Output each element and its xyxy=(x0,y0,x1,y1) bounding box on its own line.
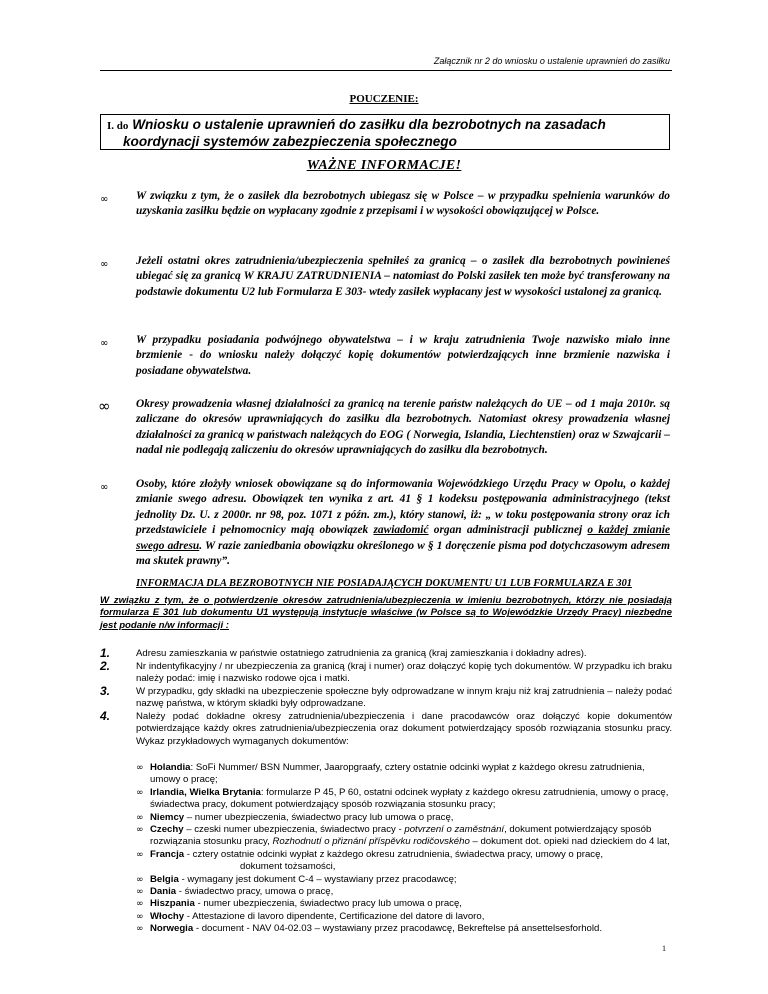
bullet-paragraph-4: Okresy prowadzenia własnej działalności za granicą na terenie państw należących do UE – od 1 maja 2010r. są zaliczane do okresów uprawniających do zasiłku dla bezrobotnych. Natomiast okresy prowadzenia własnej działalności za granicą w państwach należących do EOG ( Norwegia, Islandia, Liechtenstien) oraz w Szwajcarii – nadal nie podlegają zaliczeniu do okresów uprawniających do zasiłku dla bezrobotnych. xyxy=(136,398,670,457)
infinity-bullet-icon: ∞ xyxy=(136,787,144,798)
numbered-item-2: Nr indentyfikacyjny / nr ubezpieczenia za granicą (kraj i numer) oraz dołączyć kopię tych dokumentów. W przypadku ich braku należy podać: imię i nazwisko rodowe ojca i matki. xyxy=(136,661,672,685)
infinity-bullet-icon: ∞ xyxy=(136,924,144,935)
numbered-item-1: Adresu zamieszkania w państwie ostatniego zatrudnienia za granicą (kraj zamieszkania i dokładny adres). xyxy=(136,648,587,659)
country-name: Hiszpania xyxy=(150,898,195,910)
country-docs: : formularze P 45, P 60, ostatni odcinek wypłaty z każdego okresu zatrudnienia, umowy o pracę, świadectwa pracy, dokument potwierdzający sposób rozwiązania stosunku pracy; xyxy=(150,786,669,811)
attachment-note: Załącznik nr 2 do wniosku o ustalenie uprawnień do zasiłku xyxy=(433,56,670,66)
list-number: 2. xyxy=(100,659,111,673)
infinity-bullet-icon: ∞ xyxy=(98,397,111,415)
infinity-bullet-icon: ∞ xyxy=(136,825,144,836)
numbered-item-4: Należy podać dokładne okresy zatrudnienia/ubezpieczenia i dane pracodawców oraz dołączyć kopie dokumentów potwierdzające każdy okres zatrudnienia/ubezpieczenia oraz dokument potwierdzający sposób rozwiązania stosunku pracy. Wykaz przykładowych wymaganych dokumentów: xyxy=(136,711,672,747)
list-item xyxy=(136,874,672,886)
list-item xyxy=(136,849,672,874)
country-docs-continued: dokument tożsamości, xyxy=(240,861,336,873)
country-name: Niemcy xyxy=(150,811,185,823)
infinity-bullet-icon: ∞ xyxy=(100,259,109,270)
infinity-bullet-icon: ∞ xyxy=(136,849,144,860)
country-docs: – dokument dot. opieki nad dzieckiem do 4 lat, xyxy=(469,836,670,848)
title-line-1: Wniosku o ustalenie uprawnień do zasiłku dla bezrobotnych na zasadach xyxy=(132,117,606,132)
country-name: Irlandia, Wielka Brytania xyxy=(150,786,261,798)
section-2-heading: INFORMACJA DLA BEZROBOTNYCH NIE POSIADAJĄCYCH DOKUMENTU U1 LUB FORMULARZA E 301 xyxy=(136,578,632,589)
page-number: 1 xyxy=(662,944,666,953)
infinity-bullet-icon: ∞ xyxy=(136,887,144,898)
country-docs: - document - NAV 04-02.03 – wystawiany przez pracodawcę, Bekreftelse pá ansettelsesforhold. xyxy=(193,923,603,935)
country-name: Dania xyxy=(150,886,177,898)
infinity-bullet-icon: ∞ xyxy=(136,812,144,823)
list-item xyxy=(136,812,672,824)
list-item xyxy=(136,923,672,935)
infinity-bullet-icon: ∞ xyxy=(100,482,109,493)
infinity-bullet-icon: ∞ xyxy=(136,911,144,922)
list-item xyxy=(136,824,672,849)
country-name: Czechy xyxy=(150,824,184,836)
bullet-paragraph-5 xyxy=(136,477,670,569)
list-item xyxy=(136,898,672,910)
bullet-paragraph-2: Jeżeli ostatni okres zatrudnienia/ubezpieczenia spełniłeś za granicą – o zasiłek dla bezrobotnych powinieneś ubiegać się za granicą W KRAJU ZATRUDNIENIA – natomiast do Polski zasiłek ten może być transferowany na podstawie dokumentu U2 lub Formularza E 303- wtedy zasiłek wypłacany jest w wysokości ustalonej za granicą. xyxy=(136,255,670,298)
country-name: Belgia xyxy=(150,873,179,885)
list-item xyxy=(136,787,672,812)
country-name: Norwegia xyxy=(150,923,194,935)
bullet5-text-2: organ administracji publicznej xyxy=(428,524,588,537)
infinity-bullet-icon: ∞ xyxy=(136,899,144,910)
title-prefix: I. do xyxy=(107,120,129,132)
country-docs: , dokument potwierdzający sposób rozwiązania stosunku pracy, xyxy=(150,824,652,848)
country-docs: – czeski numer ubezpieczenia, świadectwo pracy - xyxy=(183,824,405,836)
bullet-paragraph-3: W przypadku posiadania podwójnego obywatelstwa – i w kraju zatrudnienia Twoje nazwisko miało inne brzmienie - do wniosku należy dołączyć kopię dokumentów potwierdzających inne brzmienie nazwiska i posiadane obywatelstwa. xyxy=(136,334,670,377)
country-name: Holandia xyxy=(150,762,191,773)
country-docs: - cztery ostatnie odcinki wypłat z każdego okresu zatrudnienia, świadectwa pracy, umowy o pracę, xyxy=(184,848,604,860)
bullet5-underlined-2: o każdej zmianie swego adresu xyxy=(136,524,670,552)
country-name: Francja xyxy=(150,848,185,860)
numbered-item-3: W przypadku, gdy składki na ubezpieczenie społeczne były odprowadzane w innym kraju niż kraj zatrudnienia – należy podać nazwę państwa, w którym składki były odprowadzane. xyxy=(136,686,672,710)
country-name: Włochy xyxy=(150,910,185,922)
country-docs: – numer ubezpieczenia, świadectwo pracy lub umowa o pracę, xyxy=(184,811,454,823)
bullet-paragraph-1: W związku z tym, że o zasiłek dla bezrobotnych ubiegasz się w Polsce – w przypadku spełnienia warunków do uzyskania zasiłku będzie on wypłacany zgodnie z przepisami i w wysokości obowiązującej w Polsce. xyxy=(136,190,670,218)
list-item xyxy=(136,911,672,923)
list-number: 3. xyxy=(100,684,111,698)
country-docs: : SoFi Nummer/ BSN Nummer, Jaaropgraafy, cztery ostatnie odcinki wypłat z każdego okresu zatrudnienia, umowy o pracę; xyxy=(150,762,645,786)
bullet5-underlined-1: zawiadomić xyxy=(373,524,429,537)
important-heading: WAŻNE INFORMACJE! xyxy=(306,158,462,173)
country-docs: - wymagany jest dokument C-4 – wystawiany przez pracodawcę; xyxy=(178,873,457,885)
pouczenie-heading: POUCZENIE: xyxy=(349,93,419,105)
country-docs-italic: Rozhodnutí o přiznání příspěvku rodičovského xyxy=(272,836,470,848)
infinity-bullet-icon: ∞ xyxy=(136,874,144,885)
list-item xyxy=(136,886,672,898)
country-document-list xyxy=(136,762,672,936)
header-rule xyxy=(100,70,672,71)
section-2-subheading: W związku z tym, że o potwierdzenie okresów zatrudnienia/ubezpieczenia w imieniu bezrobotnych, którzy nie posiadają formularza E 301 lub dokumentu U1 występują instytucje właściwe (w Polsce są to Wojewódzkie Urzędy Pracy) niezbędne jest podanie n/w informacji : xyxy=(100,595,672,631)
title-box xyxy=(100,114,670,150)
list-number: 1. xyxy=(100,646,111,660)
country-docs: - świadectwo pracy, umowa o pracę, xyxy=(176,886,334,898)
infinity-bullet-icon: ∞ xyxy=(100,338,109,349)
list-number: 4. xyxy=(100,709,111,723)
title-line-2: koordynacji systemów zabezpieczenia społecznego xyxy=(123,134,457,149)
infinity-bullet-icon: ∞ xyxy=(100,194,109,205)
country-docs-italic: potvrzení o zaměstnání xyxy=(404,824,505,836)
bullet5-text-3: . W razie zaniedbania obowiązku określonego w § 1 doręczenie pisma pod dotychczasowym adresem ma skutek prawny”. xyxy=(136,539,670,568)
list-item xyxy=(136,762,672,787)
bullet5-text-1: Osoby, które złożyły wniosek obowiązane są do informowania Wojewódzkiego Urzędu Pracy w Opolu, o każdej zmianie swego adresu. Obowiązek ten wynika z art. 41 § 1 kodeksu postępowania administracyjnego (tekst jednolity Dz. U. z 2000r. nr 98, poz. 1071 z późn. zm.), który stanowi, iż: „ w toku postępowania strony oraz ich przedstawiciele i pełnomocnicy mają obowiązek xyxy=(136,478,670,537)
country-docs: - Attestazione di lavoro dipendente, Certificazione del datore di lavoro, xyxy=(184,910,485,922)
infinity-bullet-icon: ∞ xyxy=(136,763,144,773)
country-docs: - numer ubezpieczenia, świadectwo pracy lub umowa o pracę, xyxy=(194,898,462,910)
